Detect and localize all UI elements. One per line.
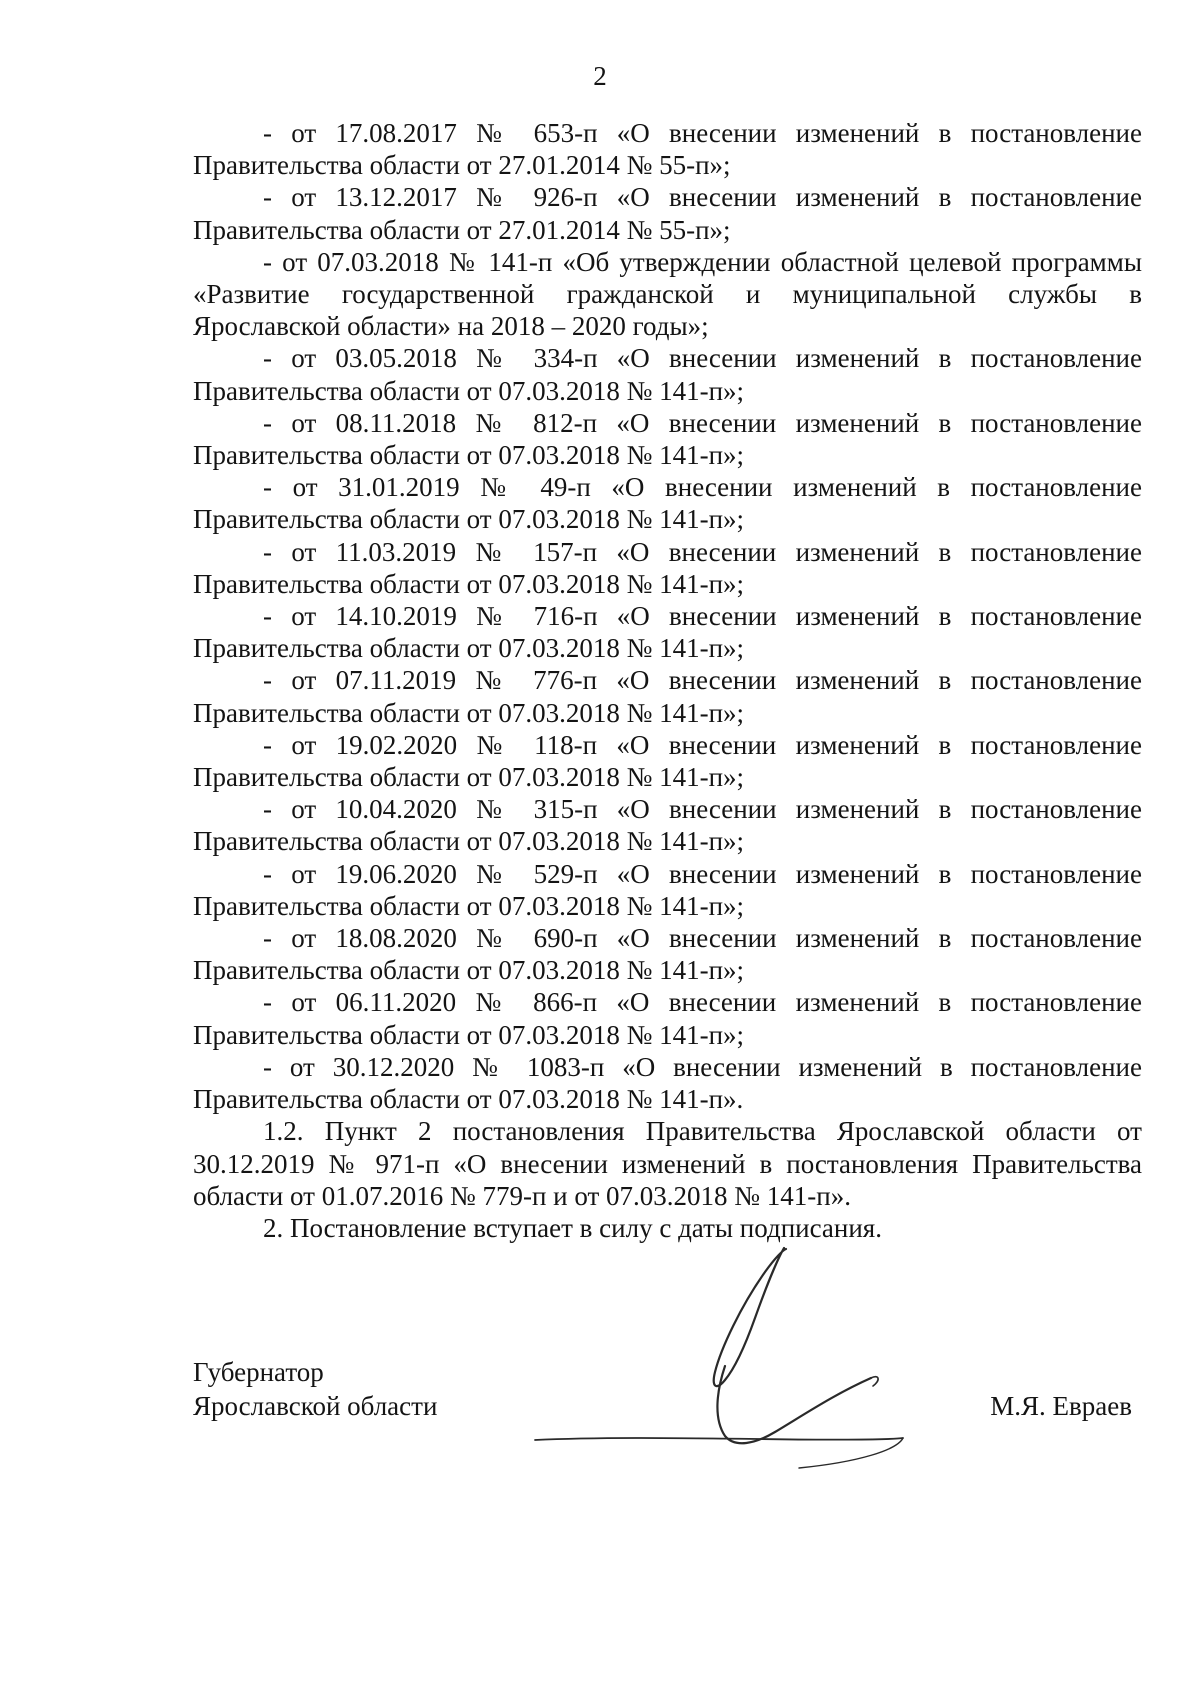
list-item: - от 08.11.2018 № 812-п «О внесении изменений в постановление Правительства области от 07.03.2018 № 141-п»; xyxy=(193,407,1142,471)
handwritten-signature xyxy=(529,1240,909,1470)
signatory-title xyxy=(193,1355,437,1423)
page-number: 2 xyxy=(593,61,607,91)
list-item: - от 18.08.2020 № 690-п «О внесении изменений в постановление Правительства области от 07.03.2018 № 141-п»; xyxy=(193,923,1142,986)
list-item: - от 31.01.2019 № 49-п «О внесении изменений в постановление Правительства области от 07.03.2018 № 141-п»; xyxy=(193,472,1142,535)
list-item: - от 30.12.2020 № 1083-п «О внесении изменений в постановление Правительства области от 07.03.2018 № 141-п». xyxy=(193,1051,1142,1115)
list-item: - от 07.11.2019 № 776-п «О внесении изменений в постановление Правительства области от 07.03.2018 № 141-п»; xyxy=(193,665,1142,728)
clause-2: 2. Постановление вступает в силу с даты подписания. xyxy=(263,1212,882,1243)
signatory-title-line1: Губернатор xyxy=(193,1357,324,1387)
list-item: - от 19.02.2020 № 118-п «О внесении изменений в постановление Правительства области от 07.03.2018 № 141-п»; xyxy=(193,729,1142,793)
signatory-name: М.Я. Евраев xyxy=(990,1391,1132,1421)
list-item: - от 11.03.2019 № 157-п «О внесении изменений в постановление Правительства области от 07.03.2018 № 141-п»; xyxy=(193,536,1142,599)
list-item: - от 06.11.2020 № 866-п «О внесении изменений в постановление Правительства области от 07.03.2018 № 141-п»; xyxy=(193,987,1142,1050)
signature-block xyxy=(193,1355,1142,1475)
list-item: - от 17.08.2017 № 653-п «О внесении изменений в постановление Правительства области от 27.01.2014 № 55-п»; xyxy=(193,118,1142,181)
signatory-title-line2: Ярославской области xyxy=(193,1391,438,1421)
list-item: - от 10.04.2020 № 315-п «О внесении изменений в постановление Правительства области от 07.03.2018 № 141-п»; xyxy=(193,794,1142,857)
list-item: - от 13.12.2017 № 926-п «О внесении изменений в постановление Правительства области от 27.01.2014 № 55-п»; xyxy=(193,182,1142,245)
list-item: - от 19.06.2020 № 529-п «О внесении изменений в постановление Правительства области от 07.03.2018 № 141-п»; xyxy=(193,858,1142,921)
clause-1-2: 1.2. Пункт 2 постановления Правительства Ярославской области от 30.12.2019 № 971-п «О внесении изменений в постановления Правительства области от 01.07.2016 № 779-п и от 07.03.2018 № 141-п». xyxy=(193,1116,1142,1211)
list-item: - от 03.05.2018 № 334-п «О внесении изменений в постановление Правительства области от 07.03.2018 № 141-п»; xyxy=(193,343,1142,406)
document-body xyxy=(193,117,1142,1244)
list-item: - от 14.10.2019 № 716-п «О внесении изменений в постановление Правительства области от 07.03.2018 № 141-п»; xyxy=(193,601,1142,664)
list-item: - от 07.03.2018 № 141-п «Об утверждении областной целевой программы «Развитие государственной гражданской и муниципальной службы в Ярославской области» на 2018 – 2020 годы»; xyxy=(193,246,1142,342)
